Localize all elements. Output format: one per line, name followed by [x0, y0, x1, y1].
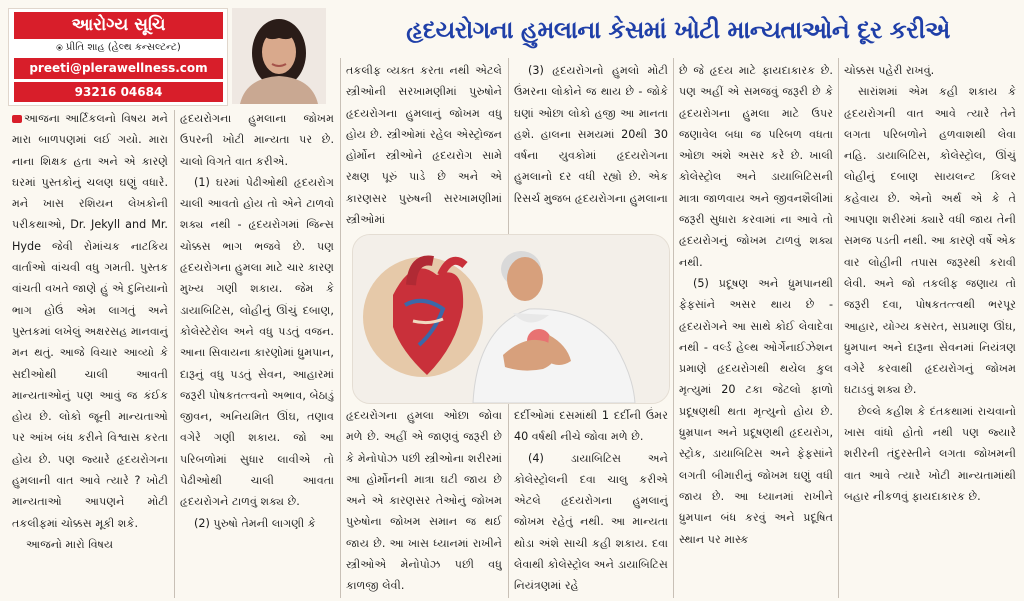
myth-2-start: (2) પુરુષો તેમની લાગણી કે: [194, 516, 316, 530]
column-brand: આરોગ્ય સૂચિ: [14, 12, 223, 39]
myth-3-paragraph: (3) હૃદયરોગનો હુમલો મોટી ઉંમરના લોકોને જ થાય છે - જોકે ઘણાં ઓછા લોકો હજી આ માનતા હશે. હાલના સમયમાં 20થી 30 વર્ષના યુવકોમાં હૃદયરોગના હુમલાનો દર વધી રહ્યો છે. એક રિસર્ચ મુજબ હૃદયરોગના હુમલાના: [514, 64, 668, 205]
article-column-3-top: [346, 60, 502, 232]
column-divider: [174, 110, 175, 598]
column-divider: [340, 58, 341, 598]
closing-paragraph: છેલ્લે કહીશ કે દંતકથામાં રાચવાનો ખાસ વાંધો હોતો નથી પણ જ્યારે શરીરની તંદુરસ્તીને લગતા જોખમની વાત આવે ત્યારે ખોટી માન્યતામાંથી બહાર નીકળવું ફાયદાકારક છે.: [844, 404, 1016, 503]
summary-paragraph: સારાંશમાં એમ કહી શકાય કે હૃદયરોગની વાત આવે ત્યારે તેને લગતા પરિબળોને હળવાશથી લેવા નહિ. ડાયાબિટિસ, કોલેસ્ટ્રોલ, ઊંચું લોહીનું દબાણ સાયલન્ટ કિલર કહેવાય છે. એનો અર્થ એ કે તે આપણા શરીરમાં ક્યારે વધી જાય તેની સમજ પડતી નથી. આ કારણે વર્ષે એક વાર લોહીની તપાસ જરૂરથી કરાવી લેવી. અને જો તકલીફ જણાય તો જરૂરી દવા, પોષકતત્ત્વથી ભરપૂર આહાર, યોગ્ય કસરત, સપ્રમાણ ઊંઘ, ધ્રુમપાન અને દારૂના સેવનમાં નિયંત્રણ વગેરે કરવાથી હૃદયરોગનું જોખમ ઘટાડવું શક્ય છે.: [844, 85, 1016, 397]
article-column-6: [844, 60, 1016, 598]
column-divider: [838, 58, 839, 598]
myth-5-paragraph: (5) પ્રદૂષણ અને ધ્રુમપાનથી ફેફસાંને અસર થાય છે - હૃદયરોગને આ સાથે કોઈ લેવાદેવા નથી - વર્લ્ડ હેલ્થ ઓર્ગેનાઈઝેશન પ્રમાણે હૃદયરોગથી થયેલ કુલ મૃત્યુમાં 20 ટકા જેટલો ફાળો પ્રદૂષણથી થતા મૃત્યુનો હોય છે. ધ્રુમ્રપાન અને પ્રદૂષણથી હૃદયરોગ, સ્ટ્રોક, ડાયાબિટિસ અને ફેફસાંને લગતી બીમારીનું જોખમ ઘણું વધી જાય છે. આ ધ્યાનમાં રાખીને ધ્રુમપાન બંધ કરવું અને પ્રદૂષિત સ્થાન પર માસ્ક: [679, 276, 833, 546]
author-email: preeti@plerawellness.com: [14, 58, 223, 79]
column-divider: [508, 402, 509, 598]
heart-attack-illustration: [352, 234, 670, 404]
article-column-3-bottom: [346, 405, 502, 598]
article-column-4-top: [514, 60, 668, 232]
article-column-1: [12, 108, 168, 598]
column-3-bottom-text: હૃદયરોગના હુમલા ઓછા જોવા મળે છે. અહીં એ જાણવું જરૂરી છે કે મેનોપોઝ પછી સ્ત્રીઓના શરીરમાં આ હોર્મોનની માત્રા ઘટી જાય છે અને એ કારણસર તેઓનું જોખમ પુરુષોના જોખમ સમાન જ થઈ જાય છે. આ ખાસ ધ્યાનમાં રાખીને સ્ત્રીઓએ મેનોપોઝ પછી વધુ કાળજી લેવી.: [346, 409, 502, 593]
author-name: ⦿ પ્રીતિ શાહ (હેલ્થ કન્સલ્ટન્ટ): [56, 42, 181, 53]
column-5-text: છે જે હૃદય માટે ફાયદાકારક છે. પણ અહીં એ સમજવું જરૂરી છે કે હૃદયરોગના હુમલા માટે ઉપર જણાવેલ બધા જ પરિબળ વધતા ઓછા અંશે અસર કરે છે. ખાલી કોલેસ્ટ્રોલ અને ડાયાબિટિસની માત્રા જાળવાય અને જીવનશૈલીમાં જરૂરી સુધારા કરવામાં ના આવે તો હૃદયરોગનું જોખમ ટાળવું શક્ય નથી.: [679, 64, 833, 269]
column-1-text: આજના આર્ટિકલનો વિષય મને મારા બાળપણમાં લઈ ગયો. મારા નાના શિક્ષક હતા અને એ કારણે ઘરમાં પુસ્તકોનું ચલણ ઘણું વધારે. મને ખાસ રશિયન લેખકોની પરીકથાઓ, Dr. Jekyll and Mr. Hyde જેવી રોમાંચક નાટકિય વાર્તાઓ વાંચવી વધુ ગમતી. પુસ્તક વાંચતી વખતે જાણે હું એ દુનિયાનો ભાગ હોઉં એમ લાગતું અને પુસ્તકમાં લખેલું અક્ષરસહ માનવાનું મન થતું. આજે વિચાર આવ્યો કે સદીઓથી ચાલી આવતી માન્યતાઓનું પણ આવું જ કંઈક હોય છે. લોકો જૂની માન્યતાઓ પર આંખ બંધ કરીને વિશ્વાસ કરતા હોય છે. પણ જ્યારે હૃદયરોગના હુમલાની વાત આવે ત્યારે ? ખોટી માન્યતાઓ આપણને મોટી તકલીફમાં ચોક્કસ મૂકી શકે.: [12, 112, 168, 530]
column-6-start: ચોક્કસ પહેરી રાખવું.: [844, 64, 935, 77]
article-column-2: [180, 108, 334, 598]
column-2-intro: હૃદયરોગના હુમલાના જોખમ ઉપરની ખોટી માન્યતા પર છે. ચાલો વિગતે વાત કરીએ.: [180, 112, 334, 168]
column-1-tail: આજનો મારો વિષય: [26, 537, 114, 551]
column-divider: [508, 58, 509, 234]
column-start-marker: [12, 115, 22, 123]
author-photo: [232, 8, 326, 104]
column-4-bottom-text: દર્દીઓમાં દસમાંથી 1 દર્દીની ઉંમર 40 વર્ષથી નીચે જોવા મળે છે.: [514, 409, 668, 444]
article-column-5: [679, 60, 833, 598]
article-column-4-bottom: [514, 405, 668, 598]
myth-4-paragraph: (4) ડાયાબિટિસ અને કોલેસ્ટ્રોલની દવા ચાલુ કરીએ એટલે હૃદયરોગના હુમલાનું જોખમ રહેતું નથી. આ માન્યતા થોડા અંશે સાચી કહી શકાય. દવા લેવાથી કોલેસ્ટ્રોલ અને ડાયાબિટિસ નિયંત્રણમાં રહે: [514, 451, 668, 593]
myth-1-paragraph: (1) ઘરમાં પેઢીઓથી હૃદયરોગ ચાલી આવતો હોય તો એને ટાળવો શક્ય નથી - હૃદયરોગમાં જિન્સ ચોક્કસ ભાગ ભજવે છે. પણ હૃદયરોગના હુમલા માટે ચાર કારણ મુખ્ય ગણી શકાય. જેમ કે ડાયાબિટિસ, લોહીનું ઊંચું દબાણ, કોલેસ્ટેરોલ અને વધુ પડતું વજન. આના સિવાયના કારણોમાં ધ્રુમપાન, દારૂનું વધુ પડતું સેવન, આહારમાં જરૂરી પોષકતત્ત્વનો અભાવ, બેઠાડું જીવન, અનિયમિત ઊંઘ, તણાવ વગેરે ગણી શકાય. જો આ પરિબળોમાં સુધાર લાવીએ તો પેઢીઓથી ચાલી આવતા હૃદયરોગને ટાળવું શક્ય છે.: [180, 175, 334, 509]
column-3-top-text: તકલીફ વ્યક્ત કરતા નથી એટલે સ્ત્રીઓની સરખામણીમાં પુરુષોને હૃદયરોગના હુમલાનું જોખમ વધુ હોય છે. સ્ત્રીઓમાં રહેલ એસ્ટ્રોજન હોર્મોન સ્ત્રીઓને હૃદયરોગ સામે રક્ષણ પૂરું પાડે છે અને એ કારણસર પુરુષની સરખામણીમાં સ્ત્રીઓમાં: [346, 64, 502, 227]
article-headline: હૃદયરોગના હુમલાના કેસમાં ખોટી માન્યતાઓને દૂર કરીએ: [406, 16, 950, 44]
column-divider: [673, 58, 674, 598]
author-phone: 93216 04684: [14, 82, 223, 102]
